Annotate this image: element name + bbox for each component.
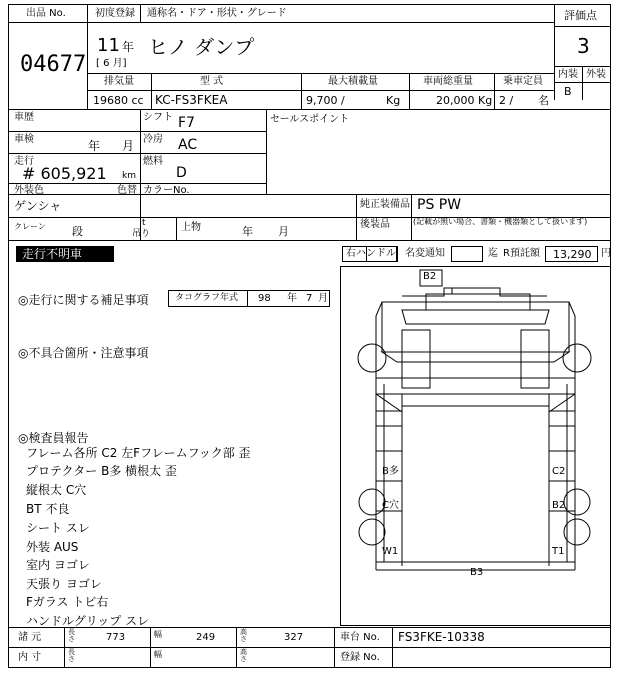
ac-label: 冷房 xyxy=(143,134,163,145)
crane-ton: t xyxy=(142,218,146,228)
name-grade-label: 通称名・ドア・形状・グレード xyxy=(147,8,287,19)
tacho-month-unit: 月 xyxy=(318,293,328,304)
shift-label: シフト xyxy=(143,112,173,123)
history-label: 車歴 xyxy=(14,112,34,123)
interior-label: 内装 xyxy=(558,69,578,80)
defect-title: ◎不具合箇所・注意事項 xyxy=(18,346,149,360)
score-value: 3 xyxy=(577,34,590,58)
crane-label: クレーン xyxy=(14,222,46,231)
gross-weight-value: 20,000 Kg xyxy=(436,94,493,107)
reg-year: 11 xyxy=(97,35,120,56)
displacement-label: 排気量 xyxy=(104,76,134,87)
deadline-label: 迄 xyxy=(488,248,498,259)
max-load-value: 9,700 / xyxy=(306,94,345,107)
tacho-month: 7 xyxy=(306,293,313,304)
upper-month: 月 xyxy=(278,225,289,238)
r-fee-unit: 円 xyxy=(601,248,611,259)
lot-label: 出品 No. xyxy=(26,8,66,19)
color-label: 外装色 xyxy=(14,185,44,196)
report-line: BT 不良 xyxy=(26,502,70,516)
mileage-unit: km xyxy=(122,171,136,181)
model-value: KC-FS3FKEA xyxy=(155,93,228,107)
fuel-value: D xyxy=(176,165,187,181)
equip-label: 純正装備品 xyxy=(360,199,410,210)
reg-month: [ 6 月] xyxy=(96,58,127,69)
color-value: ゲンシャ xyxy=(14,199,62,213)
length-value: 773 xyxy=(106,632,126,643)
report-line: 縦根太 C穴 xyxy=(26,483,87,497)
inner-height-label: 高さ xyxy=(240,648,247,663)
exterior-label: 外装 xyxy=(586,69,606,80)
right-handle-label: 右ハンドル xyxy=(346,248,396,259)
tacho-year-unit: 年 xyxy=(287,293,297,304)
inspector-title: ◎検査員報告 xyxy=(18,431,89,445)
length-label: 長さ xyxy=(68,628,75,643)
report-line: 室内 ヨゴレ xyxy=(26,558,90,572)
r-fee-value: 13,290 xyxy=(553,248,592,261)
report-line: フレーム各所 C2 左Fフレームフック部 歪 xyxy=(26,446,251,460)
mileage-label: 走行 xyxy=(14,156,34,167)
height-label: 高さ xyxy=(240,628,247,643)
equip-value: PS PW xyxy=(417,197,462,213)
interior-grade: B xyxy=(564,85,572,98)
name-change-box xyxy=(451,246,483,262)
report-line: プロテクター B多 横根太 歪 xyxy=(26,464,177,478)
upper-label: 上物 xyxy=(181,222,201,233)
diagram-b3-label: B3 xyxy=(470,567,484,578)
report-line: 天張り ヨゴレ xyxy=(26,577,102,591)
diagram-b-many-label: B多 xyxy=(382,466,399,477)
report-line: ハンドルグリップ スレ xyxy=(26,614,150,628)
diagram-c2-label: C2 xyxy=(552,466,566,477)
inspection-month: 月 xyxy=(122,139,135,153)
width-value: 249 xyxy=(196,632,216,643)
dims-label: 諸 元 xyxy=(18,632,42,643)
r-fee-label: R預託額 xyxy=(503,248,540,259)
mileage-unknown-badge: 走行不明車 xyxy=(16,246,114,262)
report-line: Fガラス トビ右 xyxy=(26,595,109,609)
diagram-t1-label: T1 xyxy=(552,546,565,557)
crane-hook: 吊り xyxy=(132,229,151,239)
color-no-label: カラーNo. xyxy=(143,185,190,196)
aftermarket-label: 後装品 xyxy=(360,219,390,230)
sales-point-label: セールスポイント xyxy=(270,114,350,125)
report-line: シート スレ xyxy=(26,521,90,535)
color-change-label: 色替 xyxy=(117,185,137,196)
supplement-title: ◎走行に関する補足事項 xyxy=(18,293,149,307)
max-load-unit: Kg xyxy=(386,94,401,107)
upper-year: 年 xyxy=(242,225,253,238)
width-label: 幅 xyxy=(154,630,162,639)
report-line: 外装 AUS xyxy=(26,540,79,554)
fuel-label: 燃料 xyxy=(143,156,163,167)
diagram-b2-side-label: B2 xyxy=(552,500,566,511)
mileage-value: # 605,921 xyxy=(22,164,107,183)
shift-value: F7 xyxy=(178,115,195,131)
chassis-label: 車台 No. xyxy=(340,632,380,643)
car-name: ヒノ ダンプ xyxy=(148,35,255,59)
reg-year-unit: 年 xyxy=(122,40,135,54)
gross-weight-label: 車両総重量 xyxy=(423,76,473,87)
diagram-b2-label: B2 xyxy=(423,271,437,282)
height-value: 327 xyxy=(284,632,304,643)
capacity-label: 乗車定員 xyxy=(503,76,543,87)
lot-number: 04677 xyxy=(20,52,87,77)
capacity-unit: 名 xyxy=(538,94,549,107)
inner-length-label: 長さ xyxy=(68,648,75,663)
model-label: 型 式 xyxy=(200,76,224,87)
ac-value: AC xyxy=(178,137,198,153)
displacement-value: 19680 cc xyxy=(93,94,144,107)
reg-no-label: 登録 No. xyxy=(340,652,380,663)
tacho-label: タコグラフ年式 xyxy=(175,293,239,303)
aftermarket-note: (記載が無い場合、書類・機器類として扱います) xyxy=(413,217,588,226)
first-reg-label: 初度登録 xyxy=(95,8,135,19)
inner-dims-label: 内 寸 xyxy=(18,652,42,663)
inspection-year: 年 xyxy=(88,139,101,153)
chassis-value: FS3FKE-10338 xyxy=(398,630,485,644)
diagram-c-hole-label: C穴 xyxy=(382,500,399,511)
score-label: 評価点 xyxy=(564,9,597,22)
capacity-value: 2 / xyxy=(499,94,514,107)
inspection-label: 車検 xyxy=(14,134,34,145)
diagram-w1-label: W1 xyxy=(382,546,399,557)
max-load-label: 最大積載量 xyxy=(328,76,378,87)
name-change-label: 名変通知 xyxy=(405,248,445,259)
inner-width-label: 幅 xyxy=(154,650,162,659)
crane-stage: 段 xyxy=(72,225,83,238)
tacho-year: 98 xyxy=(258,293,271,304)
